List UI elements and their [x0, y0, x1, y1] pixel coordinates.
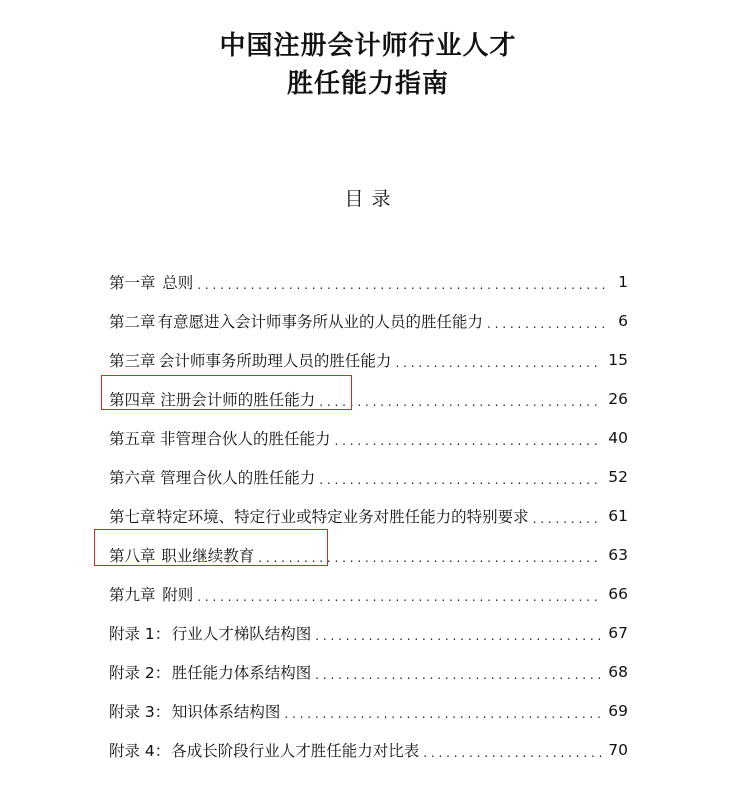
toc-entry-title: 有意愿进入会计师事务所从业的人员的胜任能力: [157, 312, 483, 331]
toc-entry-page: 6: [618, 311, 628, 330]
toc-heading: 目 录: [344, 188, 392, 210]
toc-entry-page: 68: [608, 662, 628, 681]
toc-entry-page: 26: [608, 389, 628, 408]
toc-entry[interactable]: [109, 340, 628, 379]
toc-leader-dots: [487, 317, 606, 331]
document-title-line-2: 胜任能力指南: [286, 69, 449, 99]
toc-entry[interactable]: [109, 613, 628, 652]
toc-entry[interactable]: [109, 574, 628, 613]
toc-entry-chapter: 第四章: [109, 390, 156, 409]
toc-entry-page: 40: [608, 428, 628, 447]
toc-entry-chapter: 第七章: [109, 507, 156, 526]
toc-entry-chapter: 附录 2：: [109, 663, 171, 682]
toc-entry[interactable]: [109, 418, 628, 457]
toc-entry-title: 注册会计师的胜任能力: [160, 390, 316, 409]
toc-entry[interactable]: [109, 301, 628, 340]
toc-leader-dots: [315, 668, 602, 682]
toc-entry-chapter: 第二章: [109, 312, 156, 331]
toc-entry[interactable]: [109, 730, 628, 769]
toc-leader-dots: [197, 590, 602, 604]
toc-entry-chapter: 第一章: [109, 273, 156, 292]
toc-entry-chapter: 第八章: [109, 546, 156, 565]
toc-entry-title: 总则: [162, 273, 194, 292]
toc-entry-page: 61: [608, 506, 628, 525]
toc-entry-title: 非管理合伙人的胜任能力: [159, 429, 331, 448]
toc-leader-dots: [533, 512, 603, 526]
toc-entry-title: 行业人才梯队结构图: [171, 624, 312, 643]
toc-leader-dots: [319, 473, 602, 487]
toc-entry-chapter: 第九章: [109, 585, 156, 604]
toc-entry[interactable]: [109, 691, 628, 730]
toc-entry[interactable]: [109, 457, 628, 496]
toc-entry-page: 66: [608, 584, 628, 603]
toc-leader-dots: [197, 278, 606, 292]
toc-entry-title: 胜任能力体系结构图: [171, 663, 312, 682]
toc-entry-title: 职业继续教育: [161, 546, 255, 565]
toc-leader-dots: [315, 629, 602, 643]
toc-entry-title: 会计师事务所助理人员的胜任能力: [158, 351, 392, 370]
toc-entry-page: 15: [608, 350, 628, 369]
toc-entry-page: 1: [618, 272, 628, 291]
toc-entry-chapter: 第六章: [109, 468, 156, 487]
toc-entry-title: 管理合伙人的胜任能力: [160, 468, 316, 487]
toc-leader-dots: [395, 356, 602, 370]
toc-entry[interactable]: [109, 496, 628, 535]
table-of-contents: [109, 262, 628, 769]
toc-entry-title: 各成长阶段行业人才胜任能力对比表: [171, 741, 420, 760]
toc-entry-page: 67: [608, 623, 628, 642]
toc-leader-dots: [334, 434, 602, 448]
toc-entry-title: 附则: [162, 585, 194, 604]
toc-entry-chapter: 附录 4：: [109, 741, 171, 760]
toc-entry[interactable]: [109, 262, 628, 301]
toc-entry-title: 知识体系结构图: [171, 702, 281, 721]
toc-entry-chapter: 第三章: [109, 351, 156, 370]
toc-leader-dots: [319, 395, 602, 409]
toc-entry-chapter: 附录 3：: [109, 702, 171, 721]
toc-entry-title: 特定环境、特定行业或特定业务对胜任能力的特别要求: [156, 507, 529, 526]
toc-leader-dots: [258, 551, 602, 565]
toc-entry[interactable]: [109, 379, 628, 418]
document-title-line-1: 中国注册会计师行业人才: [219, 31, 517, 61]
toc-entry-page: 69: [608, 701, 628, 720]
toc-entry-page: 63: [608, 545, 628, 564]
toc-entry[interactable]: [109, 535, 628, 574]
toc-entry-page: 70: [608, 740, 628, 759]
toc-entry-chapter: 附录 1：: [109, 624, 171, 643]
toc-leader-dots: [423, 746, 602, 760]
toc-entry[interactable]: [109, 652, 628, 691]
toc-entry-chapter: 第五章: [109, 429, 156, 448]
toc-leader-dots: [284, 707, 602, 721]
toc-entry-page: 52: [608, 467, 628, 486]
